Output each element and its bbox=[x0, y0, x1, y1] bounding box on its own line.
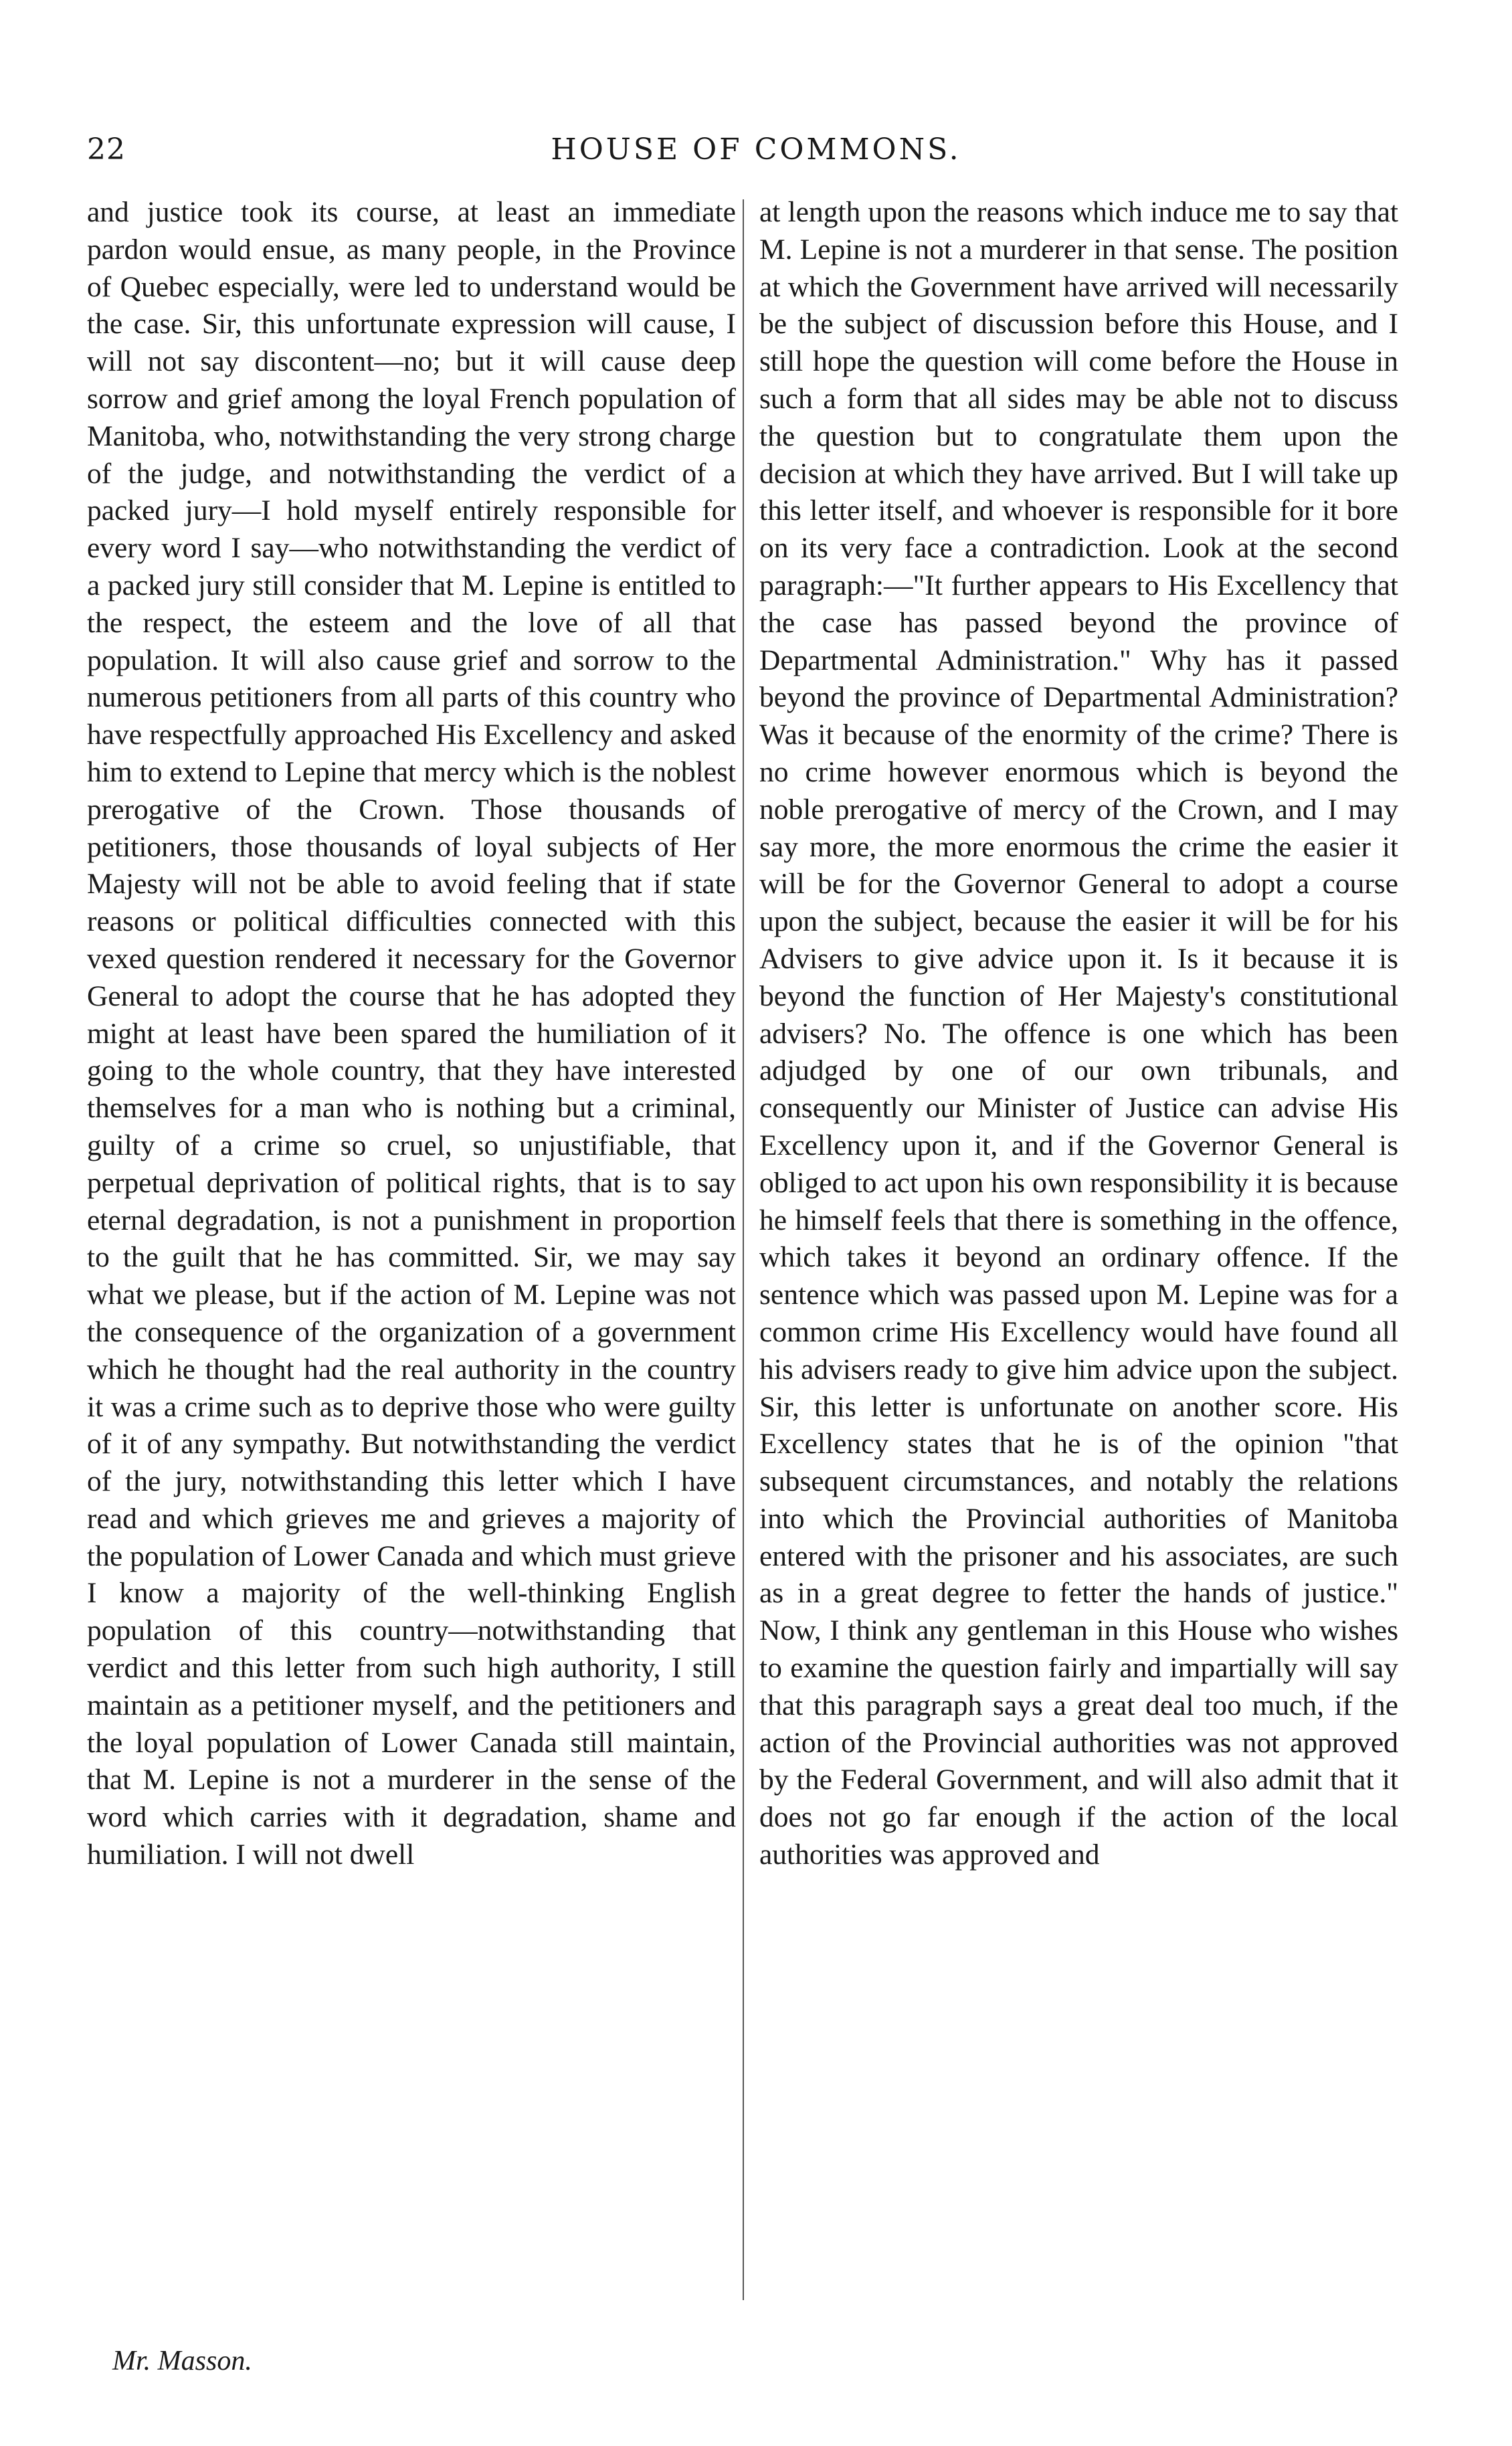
footer-speaker-name: Mr. Masson. bbox=[112, 2346, 252, 2376]
right-column-text: at length upon the reasons which induce me to say that M. Lepine is not a murderer in that sense. The position at which the Government have arrived will necessarily be the subject of discussion before this House, and I still hope the question will come before the House in such a form that all sides may be able not to discuss the question but to congratulate them upon the decision at which they have arrived. But I will take up this letter itself, and whoever is responsible for it bore on its very face a contradiction. Look at the second paragraph:—"It further appears to His Excellency that the case has passed beyond the province of Departmental Administration." Why has it passed beyond the province of Departmental Administration? Was it because of the enormity of the crime? There is no crime however enormous which is beyond the noble prerogative of mercy of the Crown, and I may say more, the more enormous the crime the easier it will be for the Governor General to adopt a course upon the subject, because the easier it will be for his Advisers to give advice upon it. Is it because it is beyond the function of Her Majesty's constitutional advisers? No. The offence is one which has been adjudged by one of our own tribunals, and consequently our Minister of Justice can advise His Excellency upon it, and if the Governor General is obliged to act upon his own responsibility it is because he himself feels that there is something in the offence, which takes it beyond an ordinary offence. If the sentence which was passed upon M. Lepine was for a common crime His Excellency would have found all his advisers ready to give him advice upon the subject. Sir, this letter is unfortunate on another score. His Excellency states that he is of the opinion "that subsequent circumstances, and notably the relations into which the Provincial authorities of Manitoba entered with the prisoner and his associates, are such as in a great degree to fetter the hands of justice." Now, I think any gentleman in this House who wishes to examine the question fairly and impartially will say that this paragraph says a great deal too much, if the action of the Provincial authorities was not approved by the Federal Government, and will also admit that it does not go far enough if the action of the local authorities was approved and bbox=[759, 196, 1398, 1871]
running-head bbox=[87, 132, 1425, 179]
column-divider bbox=[743, 199, 744, 2300]
right-column bbox=[759, 194, 1398, 1874]
left-column-text: and justice took its course, at least an immediate pardon would ensue, as many people, in the Province of Quebec especially, were led to understand would be the case. Sir, this unfortunate expression will cause, I will not say discontent—no; but it will cause deep sorrow and grief among the loyal French population of Manitoba, who, notwithstanding the very strong charge of the judge, and notwithstanding the verdict of a packed jury—I hold myself entirely responsible for every word I say—who notwithstanding the verdict of a packed jury still consider that M. Lepine is entitled to the respect, the esteem and the love of all that population. It will also cause grief and sorrow to the numerous petitioners from all parts of this country who have respectfully approached His Excellency and asked him to extend to Lepine that mercy which is the noblest prerogative of the Crown. Those thousands of petitioners, those thousands of loyal subjects of Her Majesty will not be able to avoid feeling that if state reasons or political difficulties connected with this vexed question rendered it necessary for the Governor General to adopt the course that he has adopted they might at least have been spared the humiliation of it going to the whole country, that they have interested themselves for a man who is nothing but a criminal, guilty of a crime so cruel, so unjustifiable, that perpetual deprivation of political rights, that is to say eternal degradation, is not a punishment in proportion to the guilt that he has committed. Sir, we may say what we please, but if the action of M. Lepine was not the consequence of the organization of a government which he thought had the real authority in the country it was a crime such as to deprive those who were guilty of it of any sympathy. But notwithstanding the verdict of the jury, notwithstanding this letter which I have read and which grieves me and grieves a majority of the population of Lower Canada and which must grieve I know a majority of the well-thinking English population of this country—notwithstanding that verdict and this letter from such high authority, I still maintain as a petitioner myself, and the petitioners and the loyal population of Lower Canada still maintain, that M. Lepine is not a murderer in the sense of the word which carries with it degradation, shame and humiliation. I will not dwell bbox=[87, 196, 736, 1871]
page-title: HOUSE OF COMMONS. bbox=[551, 132, 961, 167]
left-column bbox=[87, 194, 736, 1874]
page-number: 22 bbox=[87, 132, 126, 167]
